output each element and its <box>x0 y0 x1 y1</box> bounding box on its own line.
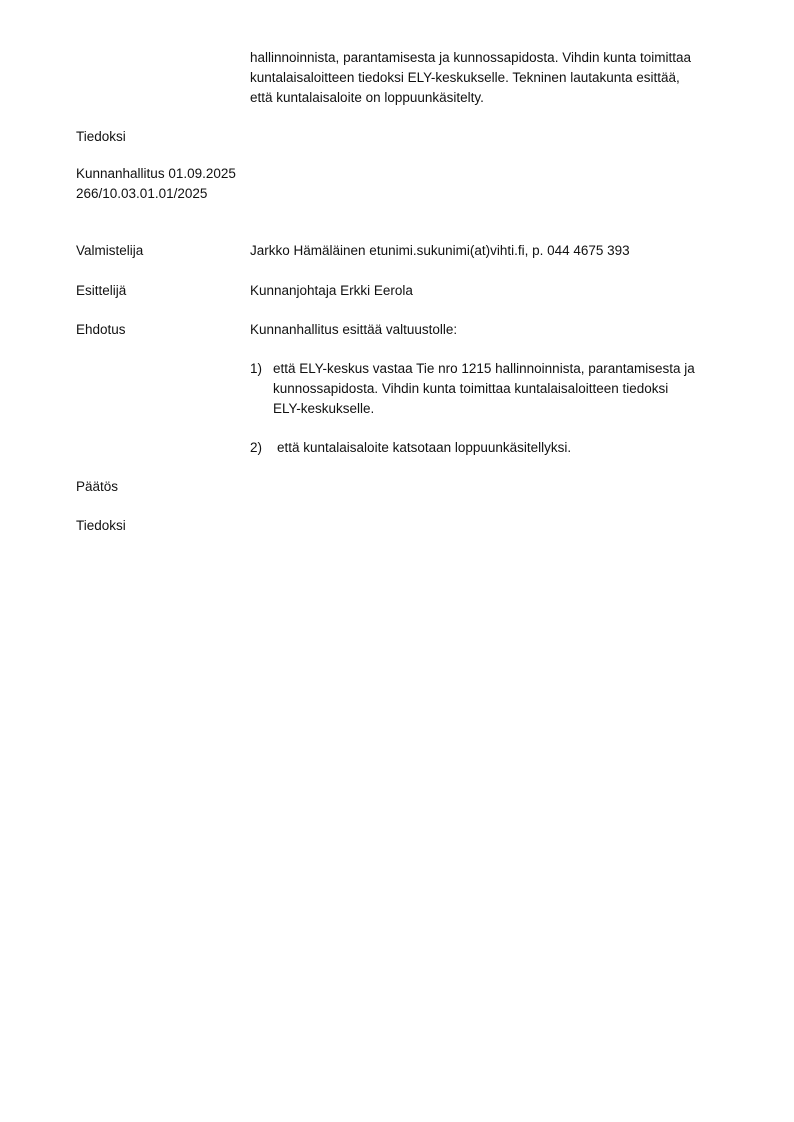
proposal-item-1-line-3: ELY-keskukselle. <box>273 401 375 416</box>
proposal-item-1-line-1: että ELY-keskus vastaa Tie nro 1215 hallinnoinnista, parantamisesta ja <box>273 361 695 376</box>
proposal-item-2-number: 2) <box>250 440 263 455</box>
intro-line-1: hallinnoinnista, parantamisesta ja kunnossapidosta. Vihdin kunta toimittaa <box>250 50 692 65</box>
case-number: 266/10.03.01.01/2025 <box>76 186 208 201</box>
ehdotus-label: Ehdotus <box>76 322 126 337</box>
proposal-item-1-line-2: kunnossapidosta. Vihdin kunta toimittaa kuntalaisaloitteen tiedoksi <box>273 381 669 396</box>
tiedoksi-label: Tiedoksi <box>76 129 126 144</box>
proposal-item-2-line-1: että kuntalaisaloite katsotaan loppuunkäsitellyksi. <box>277 440 572 455</box>
ehdotus-intro: Kunnanhallitus esittää valtuustolle: <box>250 322 458 337</box>
intro-line-2: kuntalaisaloitteen tiedoksi ELY-keskukselle. Tekninen lautakunta esittää, <box>250 70 680 85</box>
valmistelija-label: Valmistelija <box>76 243 144 258</box>
intro-line-3: että kuntalaisaloite on loppuunkäsitelty. <box>250 90 484 105</box>
tiedoksi-label-2: Tiedoksi <box>76 518 126 533</box>
esittelija-value: Kunnanjohtaja Erkki Eerola <box>250 283 413 298</box>
paatos-label: Päätös <box>76 479 119 494</box>
esittelija-label: Esittelijä <box>76 283 127 298</box>
valmistelija-value: Jarkko Hämäläinen etunimi.sukunimi(at)vihti.fi, p. 044 4675 393 <box>250 243 630 258</box>
meeting-body: Kunnanhallitus 01.09.2025 <box>76 166 236 181</box>
proposal-item-1-number: 1) <box>250 361 263 376</box>
